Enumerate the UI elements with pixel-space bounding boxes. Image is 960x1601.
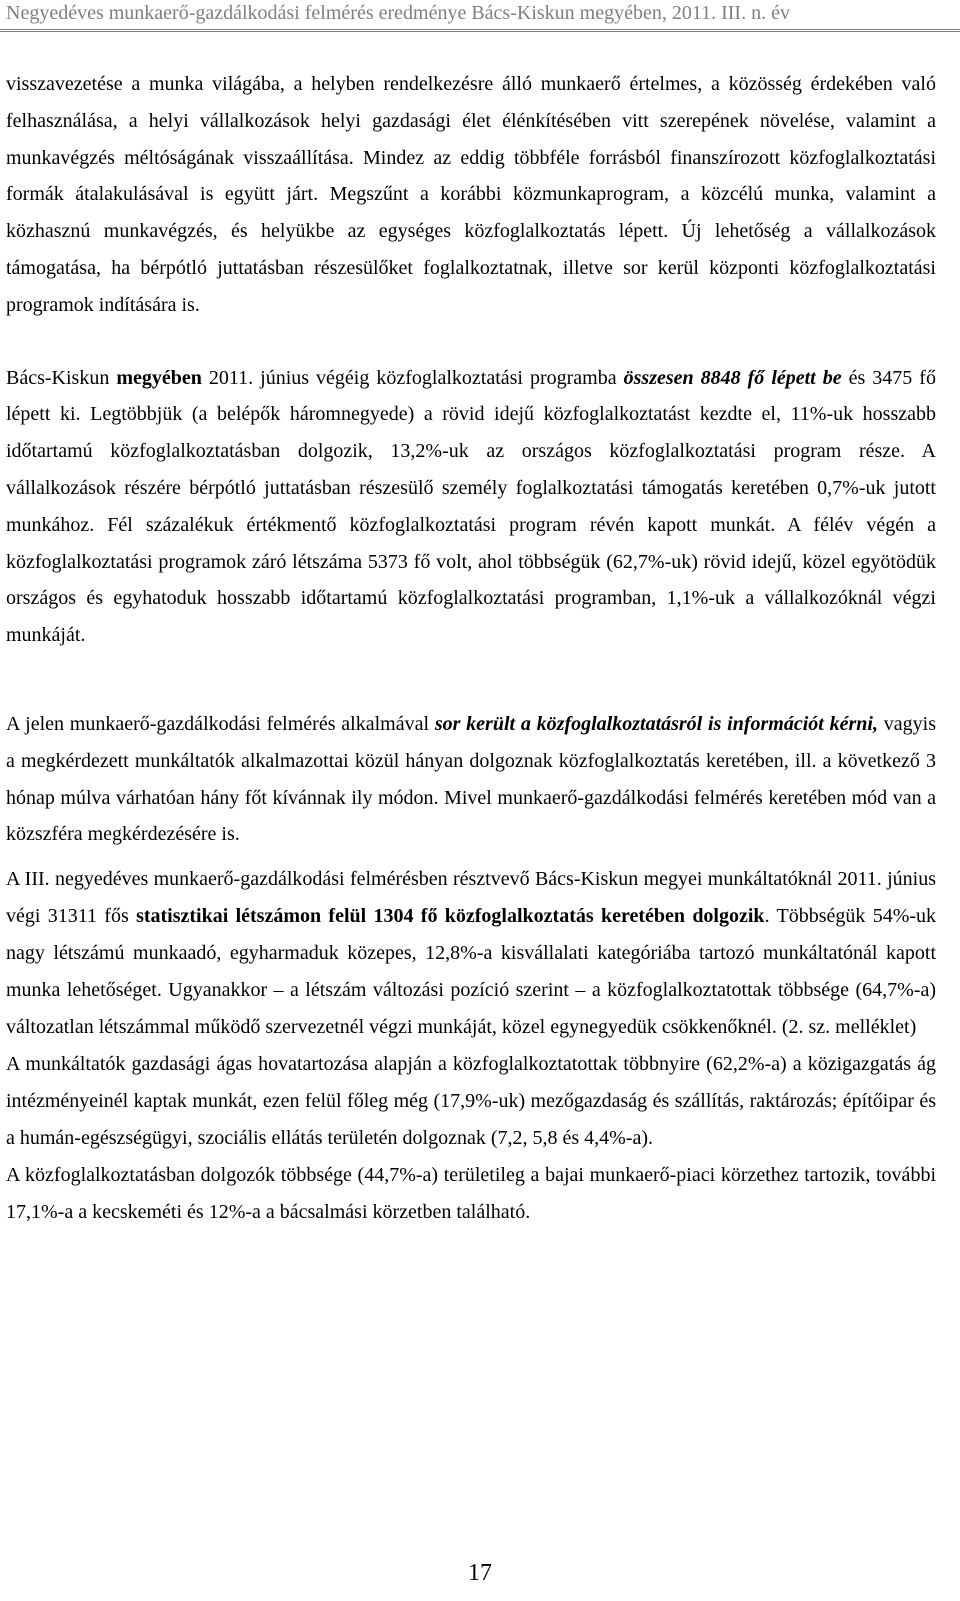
paragraph-4 [6, 861, 936, 1046]
paragraph-4-text: . Többségük 54%-uk nagy létszámú munkaadó, egyharmaduk közepes, 12,8%-a kisvállalati kategóriába tartozó munkáltatónál kapott munka lehetőséget. Ugyanakkor – a létszám változási pozíció szerint – a közfoglalkoztatottak többsége (64,7%-a) változatlan létszámmal működő szervezetnél végzi munkáját, közel egynegyedük csökkenőknél. (2. sz. melléklet) [6, 905, 937, 1039]
running-header: Negyedéves munkaerő-gazdálkodási felmérés eredménye Bács-Kiskun megyében, 2011. III. n. év [6, 2, 790, 24]
paragraph-6: A közfoglalkoztatásban dolgozók többsége (44,7%-a) területileg a bajai munkaerő-piaci körzethez tartozik, további 17,1%-a a kecskeméti és 12%-a a bácsalmási körzetben található. [6, 1164, 936, 1224]
paragraph-2-text: és 3475 fő lépett ki. Legtöbbjük (a belépők háromnegyede) a rövid idejű közfoglalkoztatást kezdte el, 11%-uk hosszabb időtartamú közfoglalkoztatásban dolgozik, 13,2%-uk az országos közfoglalkoztatási program része. A vállalkozások részére bérpótló juttatásban részesülő személy foglalkoztatási támogatás keretében 0,7%-uk jutott munkához. Fél százalékuk értékmentő közfoglalkoztatási program révén kapott munkát. A félév végén a közfoglalkoztatási programok záró létszáma 5373 fő volt, ahol többségük (62,7%-uk) rövid idejű, közel egyötödük országos és egyhatoduk hosszabb időtartamú közfoglalkoztatási programban, 1,1%-uk a vállalkozóknál végzi munkáját. [6, 366, 936, 647]
paragraph-4-text: A III. negyedéves munkaerő-gazdálkodási felmérésben résztvevő Bács-Kiskun megyei munkáltatóknál 2011. június végi 31311 fős [6, 868, 936, 928]
paragraph-2-text: Bács-Kiskun [6, 366, 117, 389]
paragraph-2 [6, 360, 936, 654]
paragraph-4-bold: statisztikai létszámon felül 1304 fő közfoglalkoztatás keretében dolgozik [136, 905, 765, 928]
paragraph-3 [6, 706, 936, 853]
paragraph-3-text: vagyis a megkérdezett munkáltatók alkalmazottai közül hányan dolgoznak közfoglalkoztatás keretében, ill. a következő 3 hónap múlva várhatóan hány főt kívánnak ily módon. Mivel munkaerő-gazdálkodási felmérés keretében mód van a közszféra megkérdezésére is. [6, 712, 936, 846]
paragraph-1: visszavezetése a munka világába, a helyben rendelkezésre álló munkaerő értelmes, a közösség érdekében való felhasználása, a helyi vállalkozások helyi gazdasági élet élénkítésében vitt szerepének növelése, valamint a munkavégzés méltóságának visszaállítása. Mindez az eddig többféle forrásból finanszírozott közfoglalkoztatási formák átalakulásával is együtt járt. Megszűnt a korábbi közmunkaprogram, a közcélú munka, valamint a közhasznú munkavégzés, és helyükbe az egységes közfoglalkoztatás lépett. Új lehetőség a vállalkozások támogatása, ha bérpótló juttatásban részesülőket foglalkoztatnak, illetve sor kerül központi közfoglalkoztatási programok indítására is. [6, 73, 936, 316]
paragraph-2-emphasis: összesen 8848 fő lépett be [623, 366, 842, 389]
page-number: 17 [468, 1560, 492, 1586]
paragraph-3-emphasis: sor került a közfoglalkoztatásról is információt kérni, [434, 712, 878, 735]
body-text [6, 66, 936, 1231]
paragraph-2-bold: megyében [116, 366, 202, 389]
header-divider [0, 29, 960, 32]
paragraph-5: A munkáltatók gazdasági ágas hovatartozása alapján a közfoglalkoztatottak többnyire (62,2%-a) a közigazgatás ág intézményeinél kaptak munkát, ezen felül főleg még (17,9%-uk) mezőgazdaság és szállítás, raktározás; építőipar és a humán-egészségügyi, szociális ellátás területén dolgoznak (7,2, 5,8 és 4,4%-a). [6, 1053, 936, 1150]
paragraph-2-text: 2011. június végéig közfoglalkoztatási programba [201, 366, 624, 389]
paragraph-3-text: A jelen munkaerő-gazdálkodási felmérés alkalmával [6, 712, 435, 735]
